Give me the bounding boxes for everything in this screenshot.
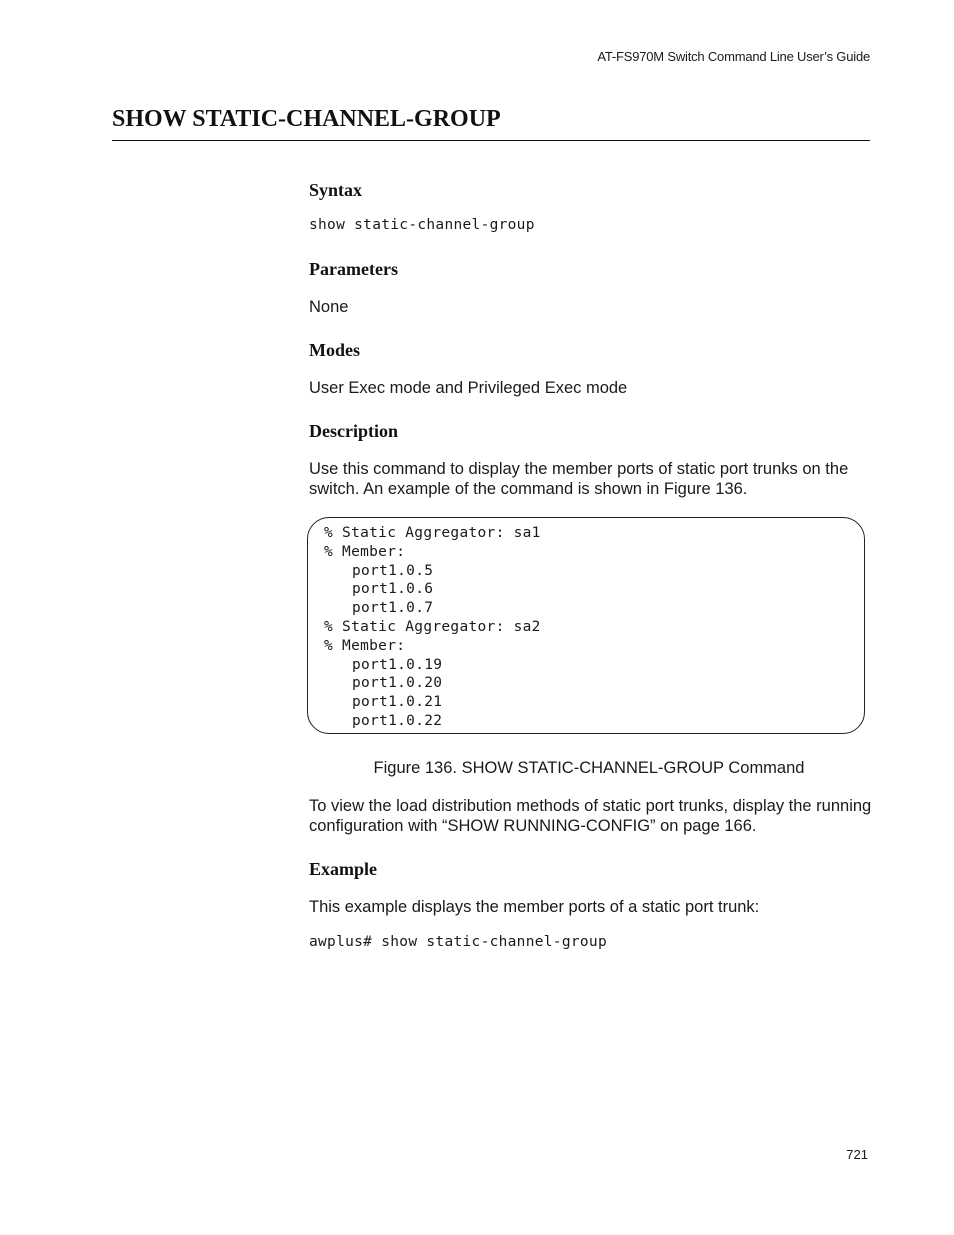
page-number: 721: [846, 1147, 868, 1162]
description-text: Use this command to display the member ports of static port trunks on the switch. An example of the command is shown in Figure 136.: [309, 460, 849, 498]
parameters-heading: Parameters: [309, 259, 398, 279]
output-line: port1.0.7: [352, 600, 434, 617]
command-output: [324, 524, 541, 731]
syntax-code: show static-channel-group: [309, 217, 535, 233]
parameters-text: None: [309, 298, 349, 316]
output-line: port1.0.22: [352, 712, 443, 729]
output-line: port1.0.21: [352, 694, 443, 711]
output-line: % Member:: [324, 543, 406, 560]
description-heading: Description: [309, 421, 398, 441]
example-text: This example displays the member ports of a static port trunk:: [309, 898, 760, 916]
output-line: port1.0.20: [352, 675, 443, 692]
example-heading: Example: [309, 859, 378, 879]
output-line: % Member:: [324, 637, 406, 654]
output-line: % Static Aggregator: sa1: [324, 525, 541, 541]
output-line: port1.0.19: [352, 656, 443, 673]
running-header: AT-FS970M Switch Command Line User’s Guide: [597, 49, 870, 64]
output-line: % Static Aggregator: sa2: [324, 618, 541, 635]
output-line: port1.0.6: [352, 581, 434, 598]
output-line: port1.0.5: [352, 562, 434, 579]
description-followup-text: To view the load distribution methods of static port trunks, display the running configuration with “SHOW RUNNING-CONFIG” on page 166.: [309, 797, 872, 835]
page-title: SHOW STATIC-CHANNEL-GROUP: [112, 106, 501, 132]
title-rule: [112, 140, 870, 141]
syntax-heading: Syntax: [309, 180, 363, 200]
figure-caption: Figure 136. SHOW STATIC-CHANNEL-GROUP Command: [373, 759, 805, 777]
modes-text: User Exec mode and Privileged Exec mode: [309, 379, 628, 397]
modes-heading: Modes: [309, 340, 360, 360]
example-code: awplus# show static-channel-group: [309, 934, 607, 950]
